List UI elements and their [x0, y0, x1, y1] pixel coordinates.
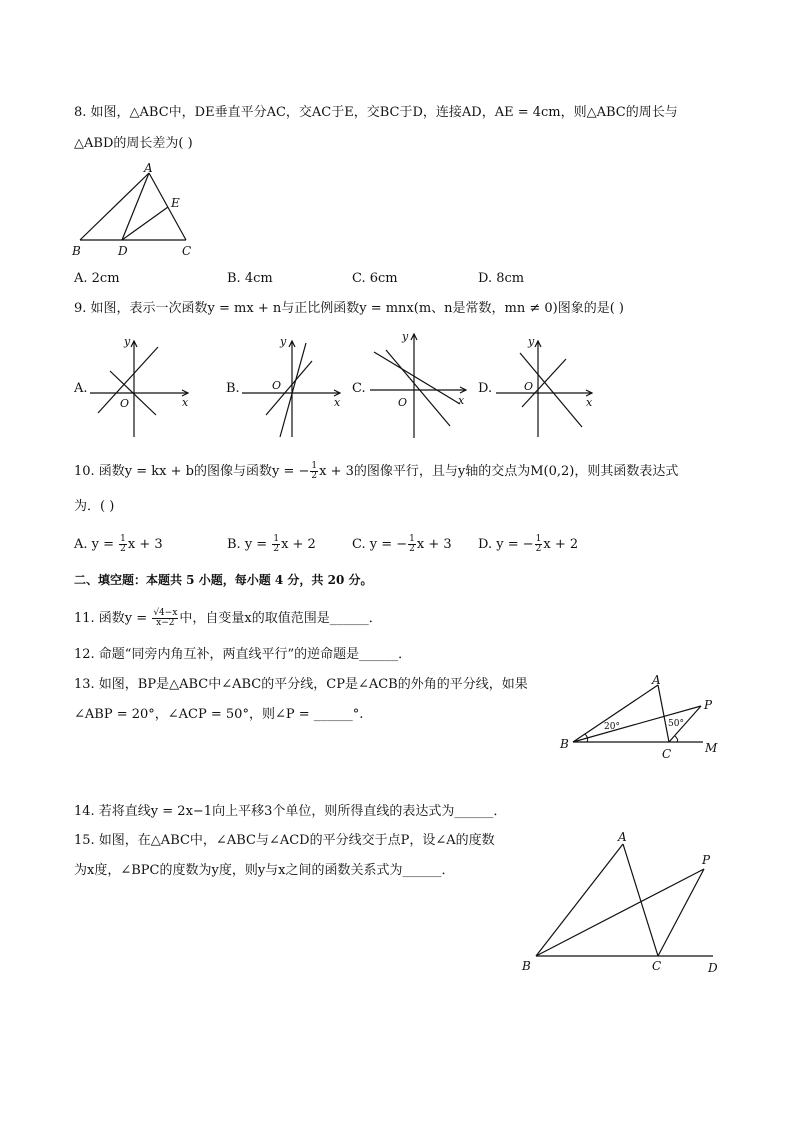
- q9-graph-a: [88, 333, 198, 443]
- q8-option-a: A. 2cm: [74, 271, 120, 286]
- q10-text-line2: 为．( ): [74, 499, 115, 514]
- q9-option-c: C.: [352, 381, 366, 396]
- q15-label-d: D: [708, 961, 718, 975]
- q15-figure: [518, 826, 728, 976]
- q15-label-c: C: [652, 959, 662, 973]
- q9-text: 9. 如图，表示一次函数y = mx + n与正比例函数y = mnx(m、n是常数，mn ≠ 0)图象的是( ): [74, 301, 625, 316]
- q13-label-p: P: [704, 698, 713, 712]
- q9c-label-x: x: [458, 394, 465, 407]
- q13-angle-20: 20°: [604, 722, 620, 732]
- q13-label-c: C: [662, 747, 672, 761]
- q10-option-b: B. y = $\frac{1}{2}$ x + 2: [227, 534, 316, 554]
- q9d-label-o: O: [524, 380, 534, 393]
- q9a-label-x: x: [182, 396, 189, 409]
- q9a-label-o: O: [120, 397, 130, 410]
- q9-graph-d: [492, 333, 602, 443]
- q9b-label-y: y: [280, 335, 287, 348]
- q14-text: 14. 若将直线y = 2x−1向上平移3个单位，则所得直线的表达式为______．: [74, 804, 507, 819]
- q13-angle-50: 50°: [668, 719, 684, 729]
- q10-option-a: A. y = $\frac{1}{2}$ x + 3: [74, 534, 163, 554]
- q15-label-p: P: [702, 853, 711, 867]
- q8-text-line1: 8. 如图，△ABC中，DE垂直平分AC，交AC于E，交BC于D，连接AD，AE = 4cm，则△ABC的周长与: [74, 105, 678, 120]
- q10-option-c: C. y = − $\frac{1}{2}$ x + 3: [352, 534, 452, 554]
- q8-option-c: C. 6cm: [352, 271, 398, 286]
- q9d-label-y: y: [528, 335, 535, 348]
- q9-graph-b: [240, 333, 350, 443]
- q9d-label-x: x: [586, 396, 593, 409]
- q8-option-b: B. 4cm: [227, 271, 273, 286]
- q13-label-a: A: [652, 673, 661, 687]
- q8-text-line2: △ABD的周长差为( ): [74, 136, 193, 151]
- q8-option-d: D. 8cm: [478, 271, 525, 286]
- q15-label-a: A: [618, 830, 627, 844]
- q8-label-a: A: [144, 161, 153, 175]
- q15-text-line1: 15. 如图，在△ABC中，∠ABC与∠ACD的平分线交于点P，设∠A的度数: [74, 833, 495, 848]
- q9-option-d: D.: [478, 381, 493, 396]
- q9b-label-x: x: [334, 396, 341, 409]
- q8-label-b: B: [72, 244, 81, 258]
- q8-label-e: E: [171, 196, 180, 210]
- q9-option-b: B.: [226, 381, 240, 396]
- q9a-label-y: y: [124, 335, 131, 348]
- q13-text-line2: ∠ABP = 20°，∠ACP = 50°，则∠P = ______°.: [74, 707, 364, 722]
- q13-label-b: B: [560, 737, 569, 751]
- q13-label-m: M: [705, 741, 718, 755]
- q13-figure: [555, 672, 730, 767]
- q8-triangle-figure: [70, 160, 210, 270]
- q10-option-d: D. y = − $\frac{1}{2}$ x + 2: [478, 534, 579, 554]
- q15-text-line2: 为x度，∠BPC的度数为y度，则y与x之间的函数关系式为______．: [74, 863, 455, 878]
- q13-text-line1: 13. 如图，BP是△ABC中∠ABC的平分线，CP是∠ACB的外角的平分线，如果: [74, 677, 528, 692]
- q8-label-c: C: [182, 244, 192, 258]
- q8-label-d: D: [118, 244, 128, 258]
- q12-text: 12. 命题“同旁内角互补，两直线平行”的逆命题是______．: [74, 647, 412, 662]
- q9-graph-c: [362, 328, 472, 443]
- q9c-label-y: y: [402, 330, 409, 343]
- section2-title: 二、填空题：本题共 5 小题，每小题 4 分，共 20 分。: [74, 573, 373, 587]
- q9b-label-o: O: [272, 379, 282, 392]
- q11-text: 11. 函数y = $\frac{√4-x}{x-2}$ 中，自变量x的取值范围是______．: [74, 608, 382, 628]
- q10-text-line1: 10. 函数y = kx + b的图像与函数y = − $\frac{1}{2}$ x + 3的图像平行，且与y轴的交点为M(0,2)，则其函数表达式: [74, 461, 679, 481]
- q15-label-b: B: [522, 959, 531, 973]
- q9c-label-o: O: [398, 396, 408, 409]
- q9-option-a: A.: [74, 381, 88, 396]
